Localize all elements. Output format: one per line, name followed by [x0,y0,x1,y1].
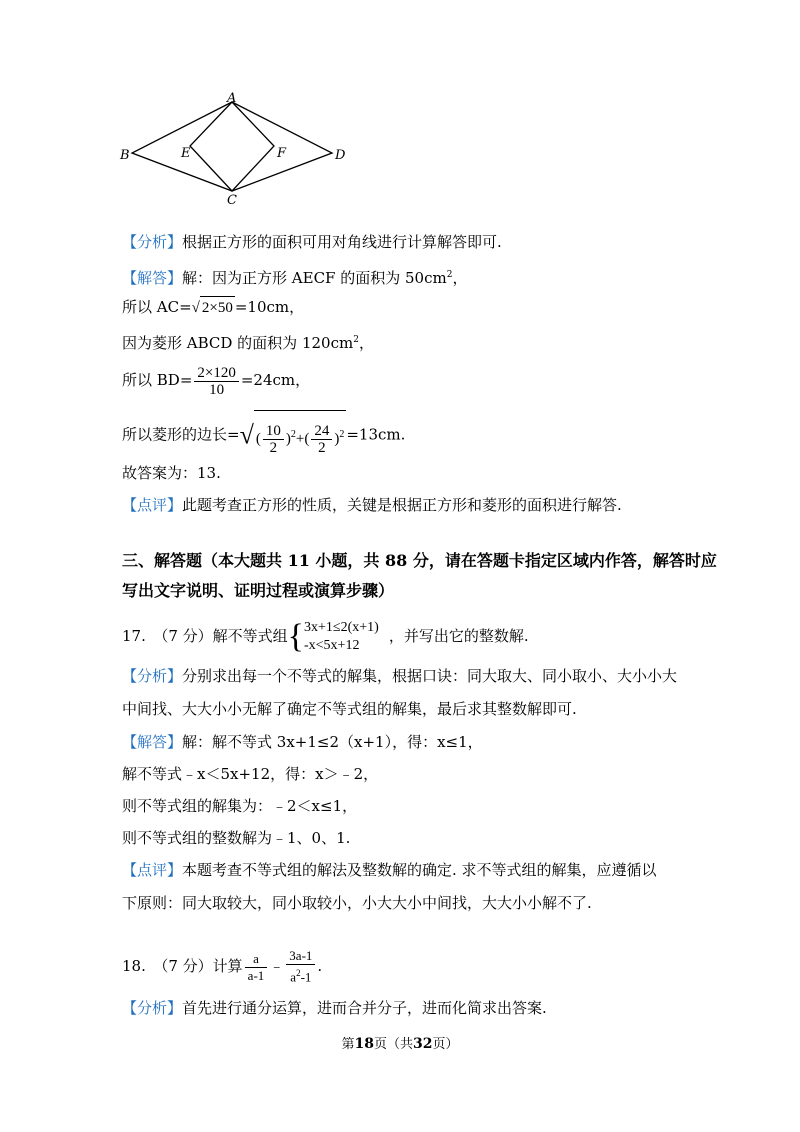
p17-analysis-text: 中间找、大大小小无解了确定不等式组的解集，最后求其整数解即可. [122,700,577,718]
fraction-numerator: 10 [263,423,284,440]
p17-comment-text: 本题考查不等式组的解法及整数解的确定. 求不等式组的解集，应遵循以 [182,861,657,879]
plus-paren: +( [295,431,310,447]
p16-sol-text: ， [358,334,374,352]
p16-analysis-text: 根据正方形的面积可用对角线进行计算解答即可. [182,233,502,251]
rhombus-abcd [132,102,332,191]
fraction-denominator [286,965,315,985]
paren: ) [334,431,340,447]
analysis-tag: 【分析】 [122,233,183,251]
footer-page-number: 18 [354,1036,374,1052]
fraction-denominator: 2 [318,440,326,457]
analysis-tag: 【分析】 [122,999,183,1017]
p16-sol-text: =10cm， [234,298,305,316]
fraction [194,365,238,398]
sqrt-radicand: 2×50 [200,296,235,319]
p16-sol-text: 所以菱形的边长= [122,425,240,444]
p16-answer-text: 故答案为：13. [122,464,221,482]
solution-tag: 【解答】 [122,269,183,287]
section3-title-line1: 三、解答题（本大题共 11 小题，共 88 分，请在答题卡指定区域内作答，解答时应 [122,551,717,570]
paren: ( [255,431,261,447]
comment-tag: 【点评】 [122,861,183,879]
p17-analysis-line2 [122,698,577,720]
exponent: 2 [339,429,345,440]
page-footer [0,1033,800,1052]
p16-answer [122,462,221,484]
p17-analysis-line1 [122,665,677,687]
p17-sol-text: 解不等式﹣x＜5x+12，得：x＞﹣2， [122,765,379,783]
p17-comment-line1 [122,859,657,881]
p16-sol-text: 解：因为正方形 AECF 的面积为 50cm [182,269,447,287]
p16-analysis [122,231,502,253]
fraction-denominator: a-1 [247,967,265,983]
fraction [311,423,332,456]
footer-text: 第 [341,1037,355,1052]
solution-tag: 【解答】 [122,733,183,751]
p17-comment-text: 下原则：同大取较大，同小取较小，小大大小中间找，大大小小解不了. [122,894,592,912]
footer-text: 页（共 [373,1037,413,1052]
p16-comment [122,494,622,516]
inequality-1: 3x+1≤2(x+1) [304,620,379,635]
exponent: 2 [296,968,301,979]
point-label-e: E [181,146,191,161]
p17-analysis-text: 分别求出每一个不等式的解集，根据口诀：同大取大、同小取小、大小小大 [182,667,678,685]
p17-comment-line2 [122,892,592,914]
inequality-2: -x<5x+12 [304,638,360,653]
point-label-d: D [335,148,346,163]
sqrt-sign: √ [191,300,200,316]
p16-sol-sup: 2 [446,270,453,280]
paren: ) [285,431,291,447]
exponent: 2 [290,429,296,440]
p16-solution-line4 [122,360,310,400]
sqrt-radicand [254,410,346,461]
p16-sol-text: 因为菱形 ABCD 的面积为 120cm [122,334,354,352]
p18-stem-text: . [317,957,323,975]
p17-stem [122,616,529,657]
p16-solution-line2 [122,296,304,319]
fraction-numerator: 2×120 [194,365,238,382]
p17-sol-text: 则不等式组的整数解为﹣1、0、1. [122,829,351,847]
p17-solution-line1 [122,731,483,753]
p16-solution-line1 [122,264,467,289]
fraction-denominator: 2 [269,440,278,457]
brace: { [287,618,304,655]
p17-solution-line3 [122,795,357,817]
footer-text: 页） [432,1037,459,1052]
fraction-numerator: 3a-1 [286,948,315,965]
point-label-f: F [277,146,287,161]
p17-stem-text: 17. （7 分）解不等式组 [122,627,288,645]
fraction-numerator: a [245,951,268,968]
point-label-a: A [227,91,237,106]
fraction-denominator: 10 [209,381,225,398]
point-label-c: C [227,193,237,208]
p16-solution-line5 [122,410,405,461]
section3-heading [122,546,717,606]
square-aecf [190,102,274,191]
p17-sol-text: 则不等式组的解集为：﹣2＜x≤1， [122,797,358,815]
comment-tag: 【点评】 [122,496,183,514]
p16-sol-text: =24cm， [240,371,311,389]
p18-stem-text: 18. （7 分）计算 [122,957,243,975]
sqrt-sign: √ [239,420,254,450]
den-base: a [290,969,297,985]
p17-sol-text: 解：解不等式 3x+1≤2（x+1），得：x≤1， [182,733,483,751]
minus-sign: ﹣ [269,957,285,975]
section3-title-line2: 写出文字说明、证明过程或演算步骤） [122,581,395,600]
p16-sol-text: =13cm. [346,425,406,444]
fraction-numerator: 24 [311,423,332,440]
p17-solution-line4 [122,827,350,849]
fraction [286,948,315,985]
p16-comment-text: 此题考查正方形的性质，关键是根据正方形和菱形的面积进行解答. [182,496,622,514]
p18-stem [122,944,322,988]
den-rest: -1 [300,969,312,985]
p17-stem-text: ，并写出它的整数解. [388,627,529,645]
p16-sol-text: 所以 AC= [122,298,192,316]
p18-analysis [122,997,547,1019]
p16-sol-text: ， [452,269,468,287]
fraction [245,951,268,984]
footer-total-pages: 32 [413,1036,433,1052]
p18-analysis-text: 首先进行通分运算，进而合并分子，进而化简求出答案. [182,999,547,1017]
p16-sol-sup: 2 [353,335,359,345]
point-label-b: B [120,148,130,163]
p16-solution-line3 [122,329,374,354]
analysis-tag: 【分析】 [122,667,183,685]
p16-sol-text: 所以 BD= [122,371,193,389]
inequality-system [304,619,379,655]
p17-solution-line2 [122,763,378,785]
fraction [263,423,284,456]
